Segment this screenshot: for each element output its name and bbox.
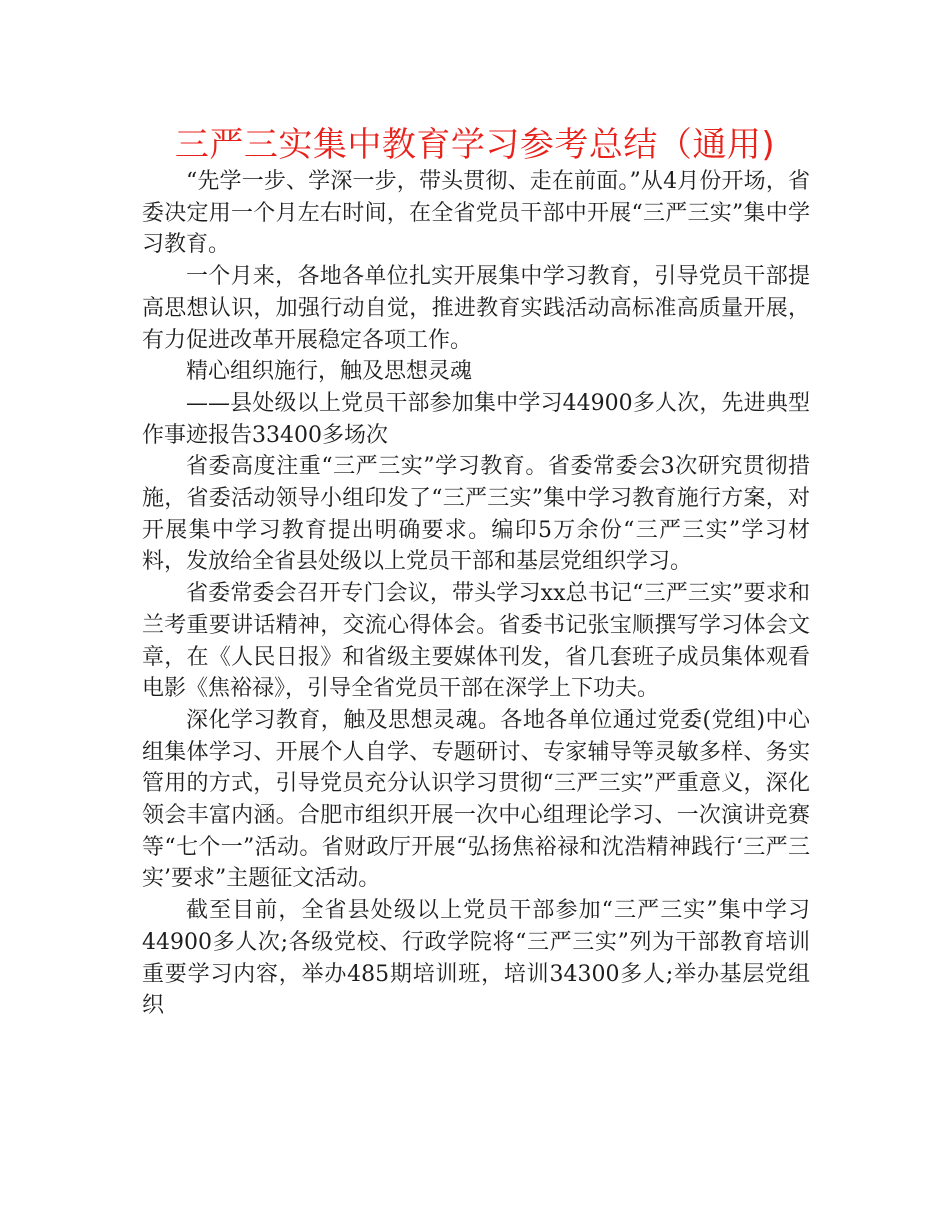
document-body [142, 166, 810, 1022]
paragraph: 省委常委会召开专门会议，带头学习xx总书记“三严三实”要求和兰考重要讲话精神，交流心得体会。省委书记张宝顺撰写学习体会文章，在《人民日报》和省级主要媒体刊发，省几套班子成员集体观看电影《焦裕禄》，引导全省党员干部在深学上下功夫。 [142, 581, 810, 702]
paragraph: “先学一步、学深一步，带头贯彻、走在前面。”从4月份开场，省委决定用一个月左右时间，在全省党员干部中开展“三严三实”集中学习教育。 [142, 169, 810, 258]
document-title: 三严三实集中教育学习参考总结（通用) [174, 125, 776, 165]
paragraph: 深化学习教育，触及思想灵魂。各地各单位通过党委(党组)中心组集体学习、开展个人自学、专题研讨、专家辅导等灵敏多样、务实管用的方式，引导党员充分认识学习贯彻“三严三实”严重意义，深化领会丰富内涵。合肥市组织开展一次中心组理论学习、一次演讲竞赛等“七个一”活动。省财政厅开展“弘扬焦裕禄和沈浩精神践行‘三严三实’要求”主题征文活动。 [142, 707, 810, 892]
paragraph: 省委高度注重“三严三实”学习教育。省委常委会3次研究贯彻措施，省委活动领导小组印发了“三严三实”集中学习教育施行方案，对开展集中学习教育提出明确要求。编印5万余份“三严三实”学习材料，发放给全省县处级以上党员干部和基层党组织学习。 [142, 454, 810, 575]
paragraph: 一个月来，各地各单位扎实开展集中学习教育，引导党员干部提高思想认识，加强行动自觉，推进教育实践活动高标准高质量开展，有力促进改革开展稳定各项工作。 [142, 264, 810, 353]
section-subheading: ——县处级以上党员干部参加集中学习44900多人次，先进典型作事迹报告33400多场次 [142, 390, 810, 448]
section-heading: 精心组织施行，触及思想灵魂 [186, 359, 473, 385]
paragraph: 截至目前，全省县处级以上党员干部参加“三严三实”集中学习44900多人次;各级党校、行政学院将“三严三实”列为干部教育培训重要学习内容，举办485期培训班，培训34300多人;举办基层党组织 [142, 898, 810, 1019]
